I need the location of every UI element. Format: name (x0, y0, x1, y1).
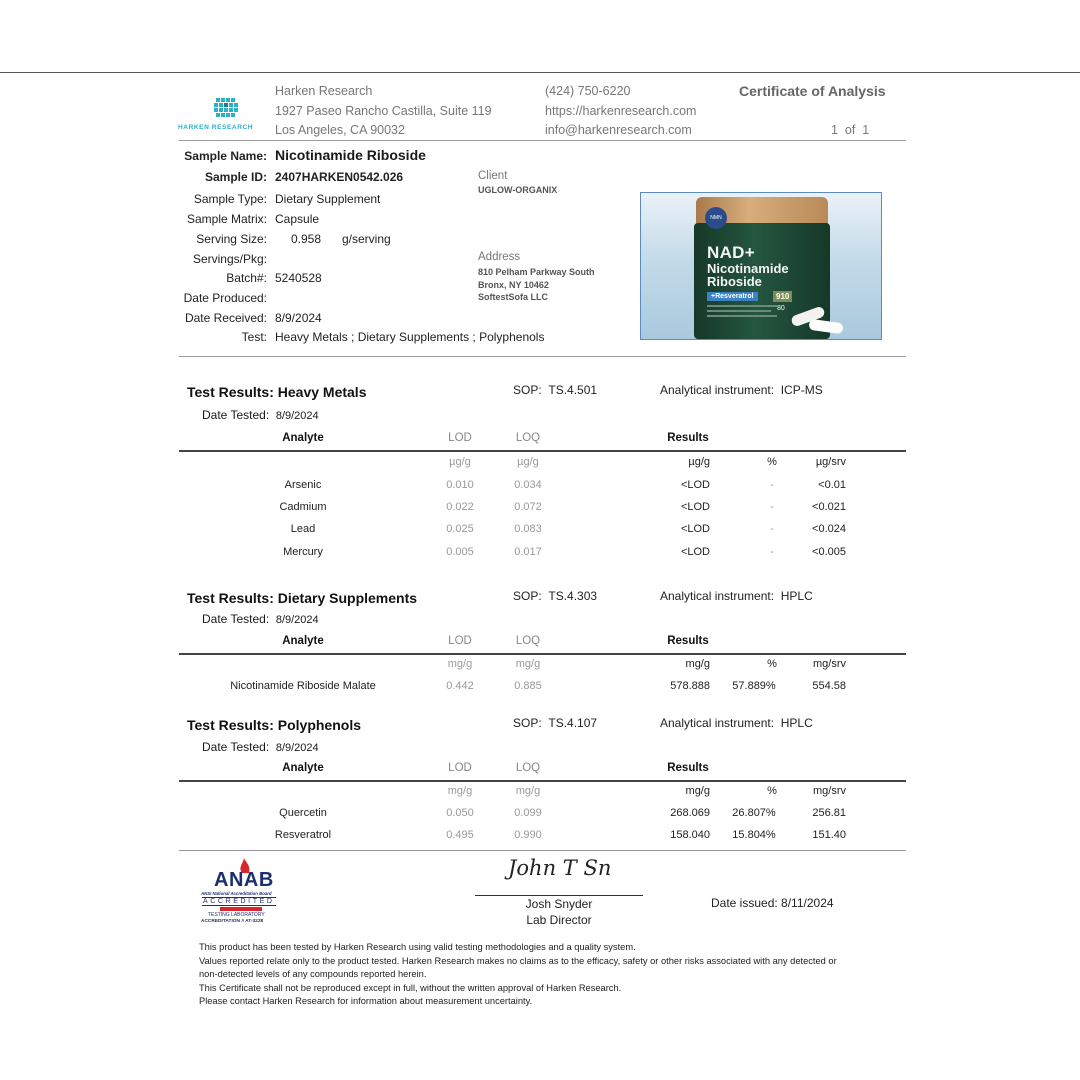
sample-id-label: Sample ID: (204, 170, 267, 184)
date-produced-label: Date Produced: (183, 291, 267, 305)
date-issued-value: 8/11/2024 (781, 896, 834, 910)
cell-lod: 0.010 (446, 479, 474, 491)
disclaimer-line: This product has been tested by Harken Research using valid testing methodologies and a quality system. (199, 942, 636, 952)
cell-result: <LOD (680, 546, 710, 558)
cell-analyte: Mercury (283, 546, 323, 558)
header-results: Results (667, 762, 709, 774)
section-title-polyphenols (187, 717, 361, 733)
test-label: Test: (241, 330, 267, 344)
cell-loq: 0.083 (514, 523, 542, 535)
unit-loq: mg/g (515, 658, 541, 670)
date-tested-label: Date Tested: (202, 408, 270, 422)
client-label: Client (478, 170, 508, 182)
jar-fine-print-3 (707, 315, 777, 317)
cell-percent: 57.889% (732, 680, 776, 692)
table-header-divider (179, 653, 906, 655)
batch-label: Batch#: (226, 271, 267, 285)
unit-result: mg/g (685, 658, 710, 670)
jar-badge (705, 207, 727, 229)
header-loq: LOQ (515, 762, 541, 774)
unit-percent: % (767, 658, 777, 670)
page-total: 1 (862, 123, 870, 137)
header-loq: LOQ (515, 635, 541, 647)
cell-lod: 0.442 (446, 680, 474, 692)
company-name: Harken Research (275, 84, 373, 98)
instrument-heavy-metals (660, 383, 823, 397)
date-received-value: 8/9/2024 (275, 311, 322, 325)
signatory-title: Lab Director (526, 913, 592, 927)
unit-percent: % (767, 785, 777, 797)
sample-matrix-label: Sample Matrix: (186, 212, 267, 226)
section-name: Heavy Metals (277, 384, 367, 400)
page-of: of (844, 123, 856, 137)
date-tested-value: 8/9/2024 (275, 410, 319, 422)
product-photo (640, 192, 882, 340)
date-issued (711, 896, 834, 910)
unit-per-serving: mg/srv (813, 658, 846, 670)
header-lod: LOD (448, 635, 472, 647)
header-analyte: Analyte (282, 432, 324, 444)
jar-badge-text: NMN (710, 215, 722, 221)
page-indicator (831, 123, 869, 137)
anab-red-bar (220, 907, 262, 911)
sample-type-label: Sample Type: (193, 192, 267, 206)
signature-line (475, 895, 643, 896)
table-header-divider (179, 780, 906, 782)
cell-percent: - (770, 546, 774, 558)
header-results: Results (667, 635, 709, 647)
instrument-polyphenols (660, 716, 813, 730)
top-border-line (0, 72, 1080, 73)
header-loq: LOQ (515, 432, 541, 444)
section-title-dietary-supplements (187, 590, 417, 606)
cell-analyte: Nicotinamide Riboside Malate (230, 680, 376, 692)
cell-percent: 26.807% (732, 807, 776, 819)
cell-per-serving: <0.005 (812, 546, 846, 558)
cell-result: 268.069 (670, 807, 710, 819)
company-address-line1: 1927 Paseo Rancho Castilla, Suite 119 (275, 104, 492, 118)
unit-loq: µg/g (517, 456, 539, 468)
servings-per-package-label: Servings/Pkg: (192, 252, 267, 266)
sample-type-value: Dietary Supplement (275, 192, 381, 206)
date-tested-dietary-supplements (202, 612, 319, 626)
header-analyte: Analyte (282, 635, 324, 647)
cell-loq: 0.099 (514, 807, 542, 819)
sop-label: SOP: (513, 716, 542, 730)
date-tested-polyphenols (202, 740, 319, 754)
cell-percent: - (770, 501, 774, 513)
section-name: Dietary Supplements (277, 590, 418, 606)
instrument-value: HPLC (780, 589, 813, 603)
results-prefix: Test Results: (187, 590, 274, 606)
serving-size-unit: g/serving (342, 232, 391, 246)
jar-label-line1: NAD+ (707, 243, 755, 262)
disclaimer-line: Please contact Harken Research for information about measurement uncertainty. (199, 996, 533, 1006)
disclaimer-line: Values reported relate only to the product tested. Harken Research makes no claims as to the efficacy, safety or other risks associated with any detected or (199, 956, 837, 966)
instrument-label: Analytical instrument: (660, 383, 775, 397)
sample-info-divider (179, 356, 906, 357)
date-tested-value: 8/9/2024 (275, 742, 319, 754)
signatory-name: Josh Snyder (525, 897, 593, 911)
cell-percent: - (770, 479, 774, 491)
date-tested-label: Date Tested: (202, 740, 270, 754)
cell-per-serving: 151.40 (812, 829, 846, 841)
header-lod: LOD (448, 762, 472, 774)
sample-name-label: Sample Name: (184, 149, 267, 163)
sop-heavy-metals (513, 383, 597, 397)
cell-percent: 15.804% (732, 829, 776, 841)
serving-size-value: 0.958 (291, 232, 322, 246)
unit-result: mg/g (685, 785, 710, 797)
unit-lod: µg/g (449, 456, 471, 468)
client-name: UGLOW-ORGANIX (478, 185, 558, 195)
instrument-label: Analytical instrument: (660, 716, 775, 730)
instrument-label: Analytical instrument: (660, 589, 775, 603)
cell-loq: 0.072 (514, 501, 542, 513)
section-title-heavy-metals (187, 384, 366, 400)
instrument-dietary-supplements (660, 589, 813, 603)
document-title: Certificate of Analysis (739, 83, 886, 99)
cell-analyte: Resveratrol (274, 829, 332, 841)
cell-analyte: Arsenic (284, 479, 322, 491)
test-value: Heavy Metals ; Dietary Supplements ; Polyphenols (275, 330, 545, 344)
sop-label: SOP: (513, 383, 542, 397)
cell-result: <LOD (680, 501, 710, 513)
cell-per-serving: <0.021 (812, 501, 846, 513)
cell-result: 578.888 (670, 680, 710, 692)
date-received-label: Date Received: (184, 311, 267, 325)
unit-lod: mg/g (447, 658, 473, 670)
jar-fine-print-1 (707, 305, 777, 307)
company-website[interactable]: https://harkenresearch.com (545, 104, 697, 118)
anab-accreditation-number: ACCREDITATION # AT-3228 (201, 919, 264, 924)
cell-analyte: Cadmium (279, 501, 327, 513)
client-address-line1: 810 Pelham Parkway South (478, 267, 595, 277)
disclaimer-line: This Certificate shall not be reproduced except in full, without the written approval of Harken Research. (199, 983, 622, 993)
cell-loq: 0.034 (514, 479, 542, 491)
company-email[interactable]: info@harkenresearch.com (545, 123, 692, 137)
jar-label-line4: +Resveratrol (707, 292, 758, 301)
unit-result: µg/g (688, 456, 710, 468)
harken-logo-text: HARKEN RESEARCH (178, 124, 254, 131)
cell-analyte: Lead (290, 523, 316, 535)
page-number: 1 (831, 123, 838, 137)
cell-loq: 0.017 (514, 546, 542, 558)
unit-per-serving: µg/srv (815, 456, 846, 468)
cell-per-serving: 554.58 (812, 680, 846, 692)
header-lod: LOD (448, 432, 472, 444)
sample-id-value: 2407HARKEN0542.026 (275, 170, 404, 184)
cell-result: 158.040 (670, 829, 710, 841)
header-analyte: Analyte (282, 762, 324, 774)
client-address-label: Address (478, 251, 521, 263)
company-address-line2: Los Angeles, CA 90032 (275, 123, 405, 137)
date-tested-heavy-metals (202, 408, 319, 422)
sop-label: SOP: (513, 589, 542, 603)
disclaimer-line: non-detected levels of any compounds reported herein. (199, 969, 427, 979)
cell-loq: 0.885 (514, 680, 542, 692)
cell-percent: - (770, 523, 774, 535)
sop-value: TS.4.501 (548, 383, 598, 397)
instrument-value: HPLC (780, 716, 813, 730)
harken-logo-icon (178, 96, 274, 118)
cell-result: <LOD (680, 479, 710, 491)
anab-brand: ANAB (214, 869, 274, 891)
serving-size-label: Serving Size: (196, 232, 267, 246)
results-prefix: Test Results: (187, 384, 274, 400)
jar-label-line3: Riboside (707, 274, 762, 289)
unit-lod: mg/g (447, 785, 473, 797)
jar-count: 80 (777, 305, 785, 312)
unit-per-serving: mg/srv (813, 785, 846, 797)
results-prefix: Test Results: (187, 717, 274, 733)
sop-dietary-supplements (513, 589, 597, 603)
date-tested-label: Date Tested: (202, 612, 270, 626)
cell-loq: 0.990 (514, 829, 542, 841)
unit-loq: mg/g (515, 785, 541, 797)
cell-lod: 0.495 (446, 829, 474, 841)
cell-lod: 0.005 (446, 546, 474, 558)
jar-fine-print-2 (707, 310, 771, 312)
cell-lod: 0.025 (446, 523, 474, 535)
sop-polyphenols (513, 716, 597, 730)
cell-lod: 0.050 (446, 807, 474, 819)
sop-value: TS.4.303 (548, 589, 598, 603)
jar-dose: 910 (773, 291, 792, 302)
signature-script: John T Sn (508, 856, 612, 880)
date-tested-value: 8/9/2024 (275, 614, 319, 626)
cell-per-serving: <0.024 (812, 523, 846, 535)
header-divider (179, 140, 906, 141)
anab-accreditation-badge (198, 856, 294, 930)
client-address-line2: Bronx, NY 10462 (478, 280, 549, 290)
section-name: Polyphenols (277, 717, 361, 733)
jar-label-line2: Nicotinamide (707, 261, 789, 276)
cell-lod: 0.022 (446, 501, 474, 513)
harken-logo (178, 96, 274, 130)
company-phone: (424) 750-6220 (545, 84, 631, 98)
cell-per-serving: <0.01 (818, 479, 846, 491)
batch-value: 5240528 (275, 271, 322, 285)
table-header-divider (179, 450, 906, 452)
sop-value: TS.4.107 (548, 716, 598, 730)
anab-subtitle: ANSI National Accreditation Board (201, 891, 272, 896)
anab-accredited: ACCREDITED (203, 898, 275, 905)
unit-percent: % (767, 456, 777, 468)
client-address-line3: SoftestSofa LLC (478, 292, 549, 302)
sample-matrix-value: Capsule (275, 212, 320, 226)
cell-analyte: Quercetin (279, 807, 327, 819)
cell-per-serving: 256.81 (812, 807, 846, 819)
cell-result: <LOD (680, 523, 710, 535)
date-issued-label: Date issued: (711, 896, 778, 910)
anab-lab-type: TESTING LABORATORY (208, 912, 265, 918)
instrument-value: ICP-MS (780, 383, 823, 397)
results-end-divider (179, 850, 906, 851)
sample-name-value: Nicotinamide Riboside (275, 147, 426, 163)
header-results: Results (667, 432, 709, 444)
